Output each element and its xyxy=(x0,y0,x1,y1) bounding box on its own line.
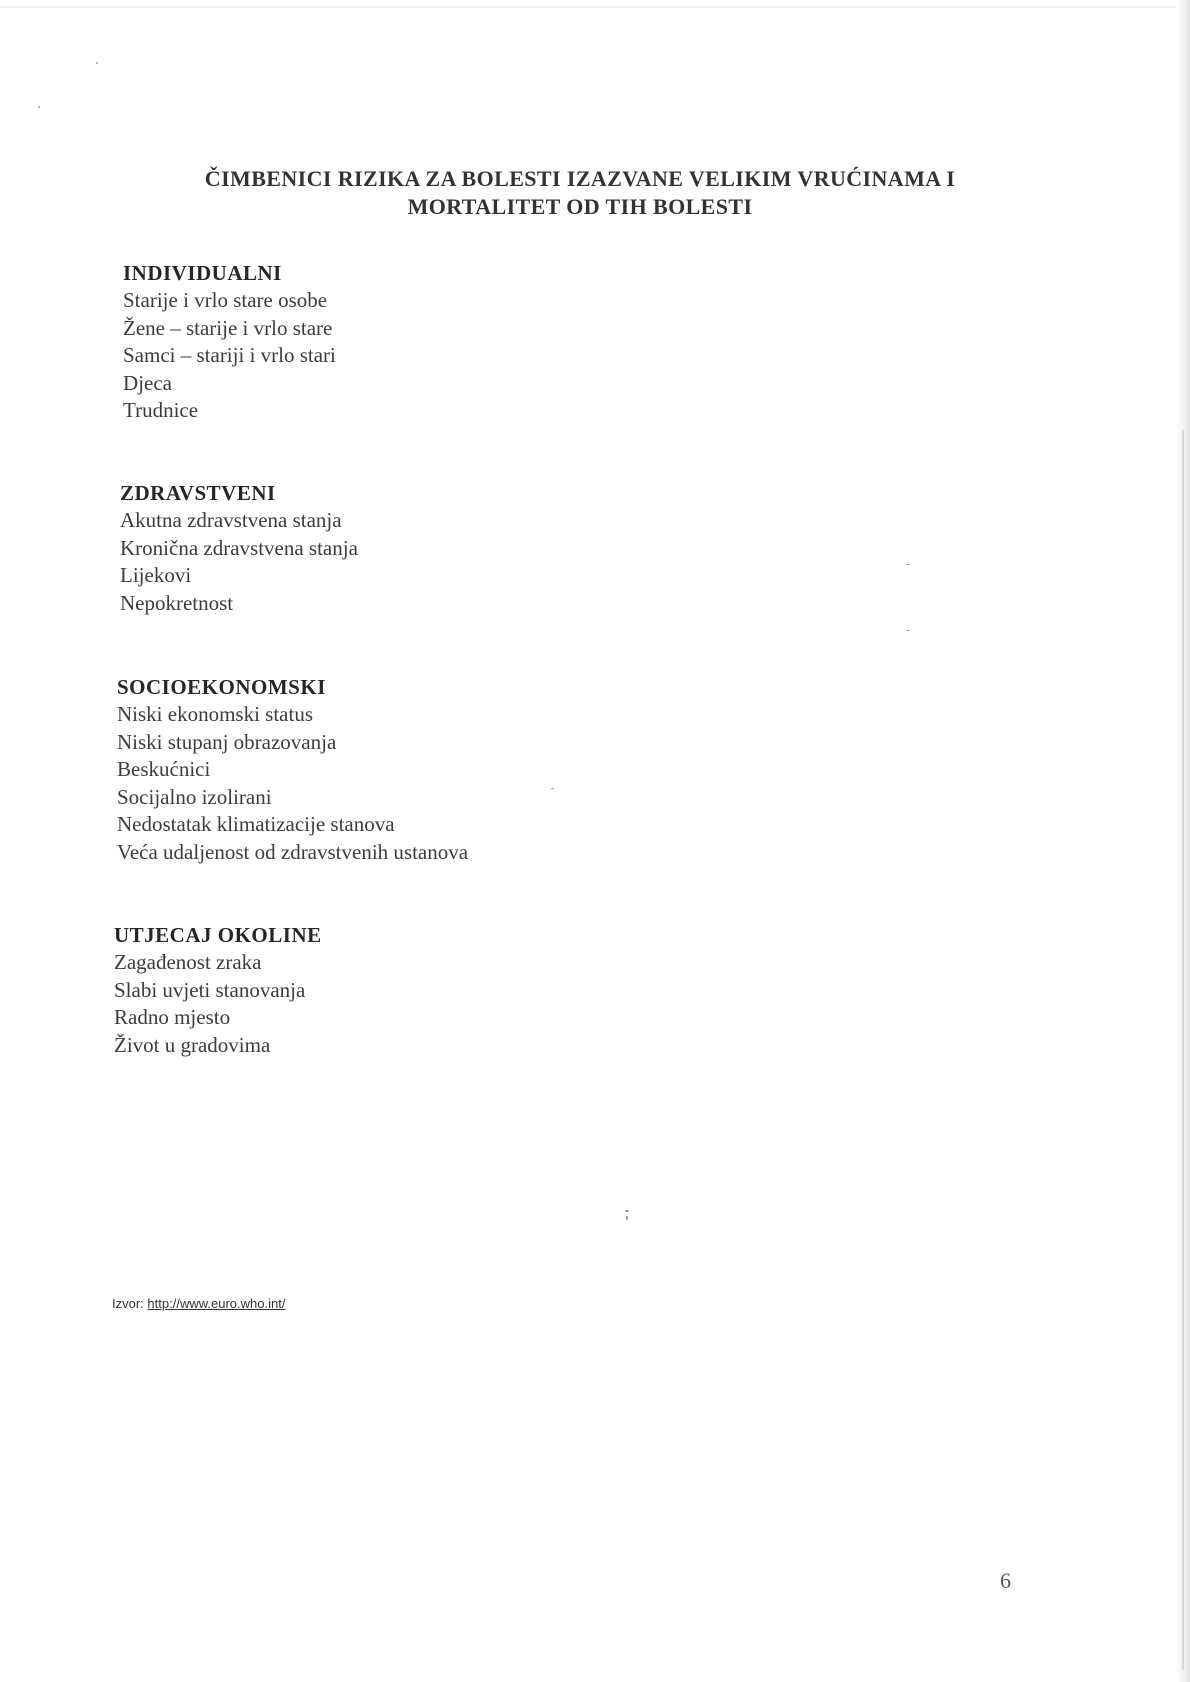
list-item: Djeca xyxy=(123,370,172,395)
risk-factor-list xyxy=(123,287,723,425)
list-item: Radno mjesto xyxy=(114,1005,231,1029)
section-heading: INDIVIDUALNI xyxy=(123,261,282,285)
list-item: Kronična zdravstvena stanja xyxy=(120,535,358,560)
scan-speck xyxy=(96,62,98,64)
scan-speck xyxy=(906,630,909,631)
list-item: Trudnice xyxy=(123,398,199,422)
source-link[interactable]: http://www.euro.who.int/ xyxy=(147,1296,286,1311)
scan-speck xyxy=(38,106,40,108)
document-title xyxy=(140,165,1020,221)
section-zdravstveni xyxy=(120,480,720,617)
scan-speck xyxy=(625,1210,629,1212)
scan-speck xyxy=(626,1216,628,1220)
source-label: Izvor: xyxy=(112,1296,144,1311)
list-item: Slabi uvjeti stanovanja xyxy=(114,977,306,1002)
risk-factor-list xyxy=(114,949,714,1059)
section-socioekonomski xyxy=(117,674,717,866)
list-item: Niski ekonomski status xyxy=(117,702,314,726)
title-line-2: MORTALITET OD TIH BOLESTI xyxy=(407,193,753,219)
list-item: Nepokretnost xyxy=(120,590,234,615)
scan-right-edge-line xyxy=(1182,430,1184,1670)
section-heading: ZDRAVSTVENI xyxy=(120,481,276,505)
list-item: Zagađenost zraka xyxy=(114,950,262,974)
page-number: 6 xyxy=(1000,1568,1011,1593)
list-item: Niski stupanj obrazovanja xyxy=(117,729,337,754)
scan-top-edge xyxy=(0,6,1190,8)
risk-factor-list xyxy=(117,701,717,866)
list-item: Akutna zdravstvena stanja xyxy=(120,508,342,532)
list-item: Nedostatak klimatizacije stanova xyxy=(117,812,395,836)
list-item: Žene – starije i vrlo stare xyxy=(123,315,333,340)
section-heading: SOCIOEKONOMSKI xyxy=(117,675,326,699)
list-item: Starije i vrlo stare osobe xyxy=(123,288,328,312)
list-item: Beskućnici xyxy=(117,757,211,781)
scan-speck xyxy=(906,564,909,565)
risk-factor-list xyxy=(120,507,720,617)
list-item: Veća udaljenost od zdravstvenih ustanova xyxy=(117,839,469,864)
list-item: Život u gradovima xyxy=(114,1032,271,1057)
title-line-1: ČIMBENICI RIZIKA ZA BOLESTI IZAZVANE VELIKIM VRUĆINAMA I xyxy=(204,165,956,191)
list-item: Socijalno izolirani xyxy=(117,784,272,809)
section-individualni xyxy=(123,260,723,425)
list-item: Samci – stariji i vrlo stari xyxy=(123,343,336,367)
list-item: Lijekovi xyxy=(120,563,192,587)
section-heading: UTJECAJ OKOLINE xyxy=(114,923,322,947)
section-utjecaj-okoline xyxy=(114,922,714,1059)
source-note xyxy=(112,1296,285,1311)
